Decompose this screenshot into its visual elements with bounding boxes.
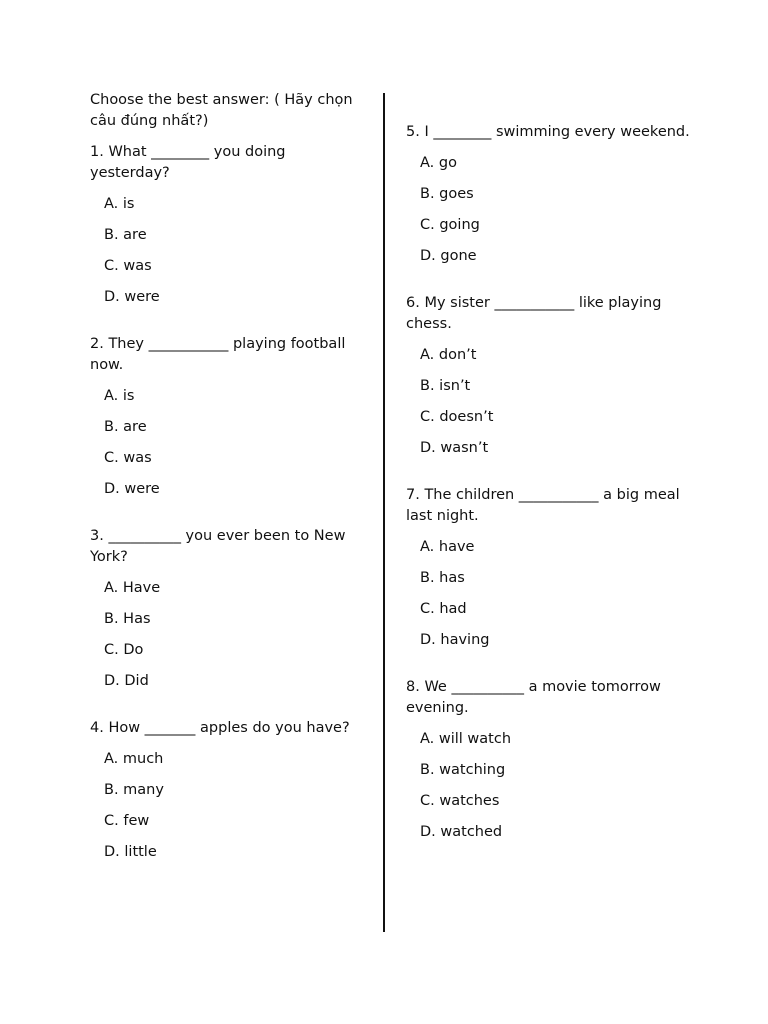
question-5 (406, 122, 696, 267)
option-a: A. will watch (420, 731, 512, 747)
answer-options (90, 578, 368, 692)
question-2 (90, 334, 368, 500)
option-c: C. had (420, 601, 467, 617)
option-d: D. were (104, 481, 160, 497)
question-7 (406, 485, 696, 651)
option-d: D. were (104, 289, 160, 305)
option-b: B. Has (104, 611, 151, 627)
question-text: 6. My sister ___________ like playing chess. (406, 295, 662, 332)
question-6 (406, 293, 696, 459)
option-d: D. watched (420, 824, 503, 840)
instruction-text: Choose the best answer: ( Hãy chọn câu đúng nhất?) (90, 92, 353, 129)
question-text: 8. We __________ a movie tomorrow evening. (406, 679, 661, 716)
right-column (406, 122, 696, 869)
option-c: C. doesn’t (420, 409, 494, 425)
question-text: 4. How _______ apples do you have? (90, 720, 350, 736)
answer-options (406, 729, 696, 843)
option-b: B. many (104, 782, 164, 798)
question-3 (90, 526, 368, 692)
question-text: 3. __________ you ever been to New York? (90, 528, 346, 565)
answer-options (90, 194, 368, 308)
answer-options (406, 537, 696, 651)
question-text: 7. The children ___________ a big meal last night. (406, 487, 680, 524)
question-8 (406, 677, 696, 843)
option-b: B. are (104, 227, 147, 243)
option-c: C. was (104, 258, 152, 274)
answer-options (90, 749, 368, 863)
option-c: C. watches (420, 793, 500, 809)
option-a: A. go (420, 155, 457, 171)
option-a: A. don’t (420, 347, 477, 363)
option-a: A. have (420, 539, 475, 555)
option-d: D. little (104, 844, 157, 860)
question-4 (90, 718, 368, 863)
option-b: B. are (104, 419, 147, 435)
answer-options (406, 153, 696, 267)
option-d: D. Did (104, 673, 149, 689)
question-text: 1. What ________ you doing yesterday? (90, 144, 286, 181)
option-d: D. having (420, 632, 490, 648)
option-d: D. wasn’t (420, 440, 489, 456)
question-text: 2. They ___________ playing football now. (90, 336, 346, 373)
option-d: D. gone (420, 248, 477, 264)
option-a: A. much (104, 751, 164, 767)
option-c: C. Do (104, 642, 144, 658)
answer-options (90, 386, 368, 500)
left-column (90, 90, 368, 889)
option-c: C. going (420, 217, 480, 233)
option-b: B. goes (420, 186, 474, 202)
option-c: C. was (104, 450, 152, 466)
column-divider (383, 93, 385, 932)
option-b: B. isn’t (420, 378, 471, 394)
option-a: A. is (104, 388, 135, 404)
answer-options (406, 345, 696, 459)
option-b: B. watching (420, 762, 506, 778)
question-1 (90, 142, 368, 308)
option-b: B. has (420, 570, 465, 586)
option-c: C. few (104, 813, 150, 829)
option-a: A. is (104, 196, 135, 212)
option-a: A. Have (104, 580, 161, 596)
question-text: 5. I ________ swimming every weekend. (406, 124, 690, 140)
